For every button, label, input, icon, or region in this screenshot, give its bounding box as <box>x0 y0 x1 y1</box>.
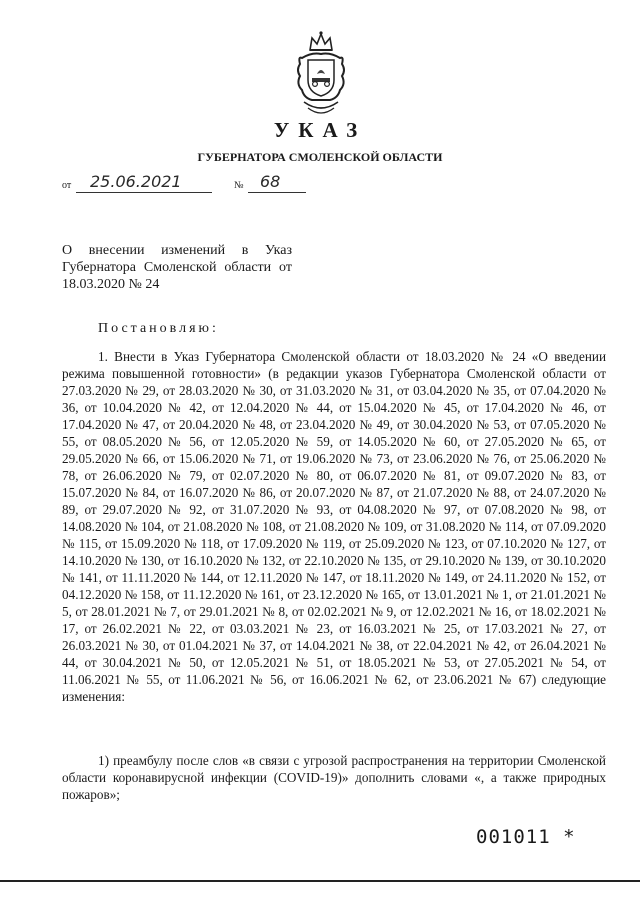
document-subject: О внесении изменений в Указ Губернатора Смоленской области от 18.03.2020 № 24 <box>62 243 292 292</box>
handwritten-number: 68 <box>260 172 281 191</box>
page-bottom-rule <box>0 880 640 882</box>
document-title: УКАЗ <box>273 118 367 142</box>
document-subtitle: ГУБЕРНАТОРА СМОЛЕНСКОЙ ОБЛАСТИ <box>197 150 443 164</box>
paragraph-1: 1. Внести в Указ Губернатора Смоленской области от 18.03.2020 № 24 «О введении режима повышенной готовности» (в редакции указов Губернатора Смоленской области от 27.03.2020 № 29, от 28.03.2020 № 30, от 31.03.2020 № 31, от 03.04.2020 № 35, от 07.04.2020 № 36, от 10.04.2020 № 42, от 12.04.2020 № 44, от 15.04.2020 № 45, от 17.04.2020 № 46, от 17.04.2020 № 47, от 20.04.2020 № 48, от 23.04.2020 № 49, от 30.04.2020 № 53, от 07.05.2020 № 55, от 08.05.2020 № 56, от 12.05.2020 № 59, от 14.05.2020 № 60, от 27.05.2020 № 65, от 29.05.2020 № 66, от 15.06.2020 № 71, от 19.06.2020 № 73, от 23.06.2020 № 76, от 25.06.2020 № 78, от 26.06.2020 № 79, от 02.07.2020 № 80, от 06.07.2020 № 81, от 09.07.2020 № 83, от 15.07.2020 № 84, от 16.07.2020 № 86, от 20.07.2020 № 87, от 21.07.2020 № 88, от 24.07.2020 № 89, от 29.07.2020 № 92, от 31.07.2020 № 93, от 04.08.2020 № 97, от 07.08.2020 № 98, от 14.08.2020 № 104, от 21.08.2020 № 108, от 21.08.2020 № 109, от 31.08.2020 № 114, от 07.09.2020 № 115, от 15.09.2020 № 118, от 17.09.2020 № 119, от 25.09.2020 № 123, от 07.10.2020 № 127, от 14.10.2020 № 130, от 16.10.2020 № 132, от 22.10.2020 № 135, от 29.10.2020 № 139, от 30.10.2020 № 141, от 11.11.2020 № 144, от 12.11.2020 № 147, от 18.11.2020 № 149, от 24.11.2020 № 152, от 04.12.2020 № 158, от 11.12.2020 № 161, от 23.12.2020 № 165, от 13.01.2021 № 1, от 21.01.2021 № 5, от 28.01.2021 № 7, от 29.01.2021 № 8, от 02.02.2021 № 9, от 12.02.2021 № 16, от 18.02.2021 № 17, от 26.02.2021 № 22, от 03.03.2021 № 23, от 16.03.2021 № 25, от 17.03.2021 № 27, от 26.03.2021 № 30, от 01.04.2021 № 37, от 14.04.2021 № 38, от 22.04.2021 № 42, от 26.04.2021 № 44, от 30.04.2021 № 50, от 12.05.2021 № 51, от 18.05.2021 № 53, от 27.05.2021 № 54, от 11.06.2021 № 55, от 11.06.2021 № 56, от 16.06.2021 № 62, от 23.06.2021 № 67) следующие изменения: <box>62 349 606 704</box>
date-prefix: от <box>62 180 72 191</box>
number-prefix: № <box>234 180 244 191</box>
paragraph-2: 1) преамбулу после слов «в связи с угрозой распространения на территории Смоленской области коронавирусной инфекции (COVID-19)» дополнить словами «, а также природных пожаров»; <box>62 753 606 802</box>
date-underline <box>76 192 212 193</box>
coat-of-arms-icon <box>290 30 352 120</box>
decree-word: Постановляю: <box>98 321 219 336</box>
date-number-line <box>62 170 322 200</box>
number-underline <box>248 192 306 193</box>
serial-number: 001011 * <box>476 826 576 848</box>
handwritten-date: 25.06.2021 <box>90 172 182 191</box>
